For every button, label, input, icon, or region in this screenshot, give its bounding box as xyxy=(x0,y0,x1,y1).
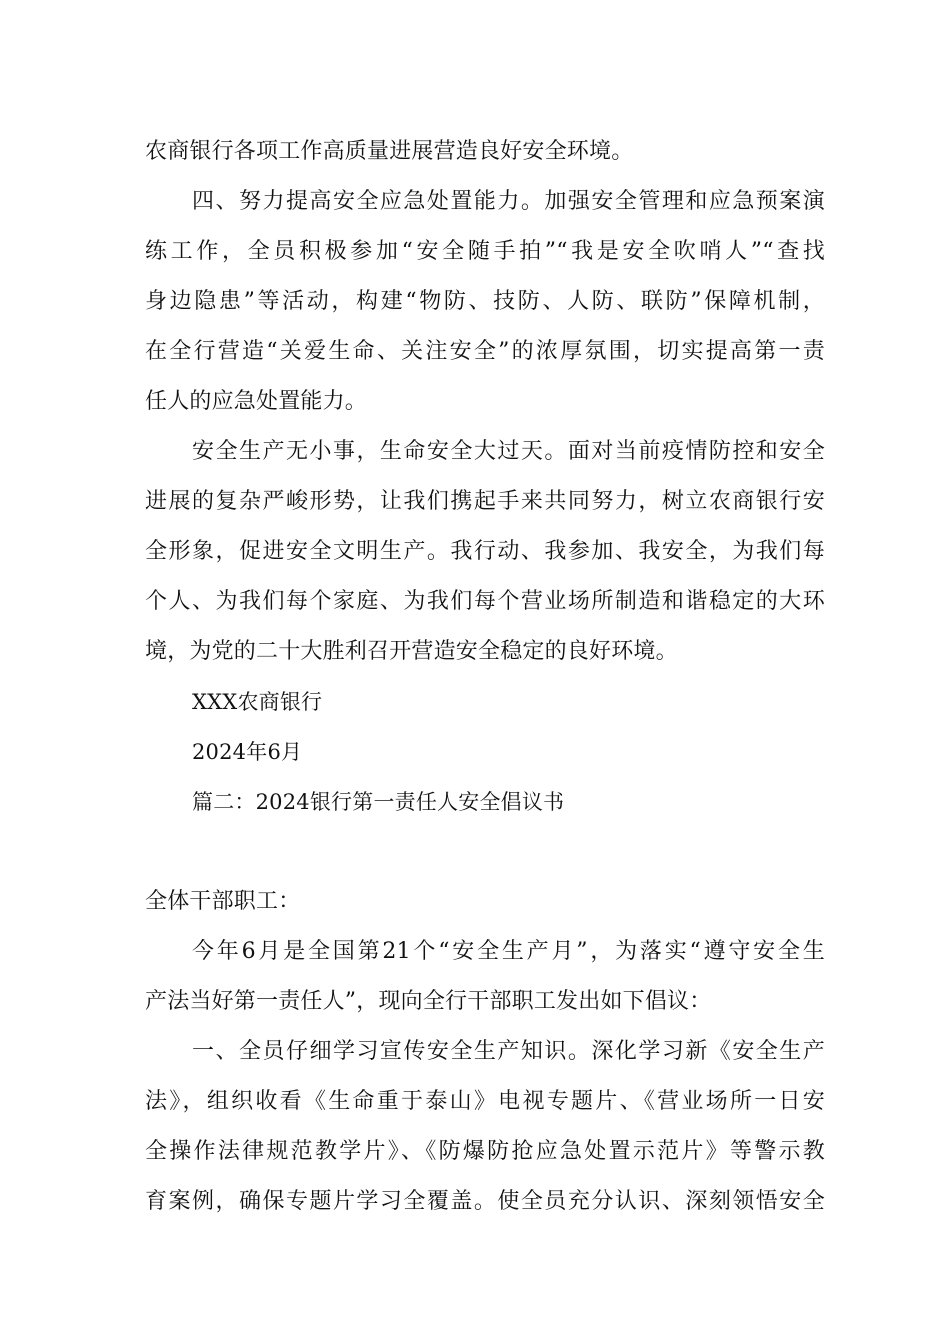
paragraph-line: 育案例，确保专题片学习全覆盖。使全员充分认识、深刻领悟安全 xyxy=(145,1189,825,1214)
salutation: 全体干部职工： xyxy=(145,889,301,914)
paragraph-line: 个人、为我们每个家庭、为我们每个营业场所制造和谐稳定的大环 xyxy=(145,589,825,614)
paragraph-line: 今年6月是全国第21个“安全生产月”，为落实“遵守安全生 xyxy=(192,939,825,964)
paragraph-line: 在全行营造“关爱生命、关注安全”的浓厚氛围，切实提高第一责 xyxy=(145,339,825,364)
paragraph-line: 身边隐患”等活动，构建“物防、技防、人防、联防”保障机制， xyxy=(145,289,825,314)
paragraph-line: 全形象，促进安全文明生产。我行动、我参加、我安全，为我们每 xyxy=(145,539,825,564)
paragraph-line: 产法当好第一责任人”，现向全行干部职工发出如下倡议： xyxy=(145,989,712,1014)
paragraph-line: 进展的复杂严峻形势，让我们携起手来共同努力，树立农商银行安 xyxy=(145,489,825,514)
paragraph-line: 农商银行各项工作高质量进展营造良好安全环境。 xyxy=(145,139,634,164)
paragraph-line: 安全生产无小事，生命安全大过天。面对当前疫情防控和安全 xyxy=(192,439,825,464)
paragraph-line: 四、努力提高安全应急处置能力。加强安全管理和应急预案演 xyxy=(192,189,825,214)
signature-org: XXX农商银行 xyxy=(192,690,323,714)
section-heading: 篇二：2024银行第一责任人安全倡议书 xyxy=(192,790,565,814)
paragraph-line: 任人的应急处置能力。 xyxy=(145,389,368,414)
paragraph-line: 练工作，全员积极参加“安全随手拍”“我是安全吹哨人”“查找 xyxy=(145,239,825,264)
paragraph-line: 法》，组织收看《生命重于泰山》电视专题片、《营业场所一日安 xyxy=(145,1089,825,1114)
paragraph-line: 一、全员仔细学习宣传安全生产知识。深化学习新《安全生产 xyxy=(192,1039,825,1064)
paragraph-line: 全操作法律规范教学片》、《防爆防抢应急处置示范片》等警示教 xyxy=(145,1139,825,1164)
signature-date: 2024年6月 xyxy=(192,740,303,764)
paragraph-line: 境，为党的二十大胜利召开营造安全稳定的良好环境。 xyxy=(145,639,678,664)
